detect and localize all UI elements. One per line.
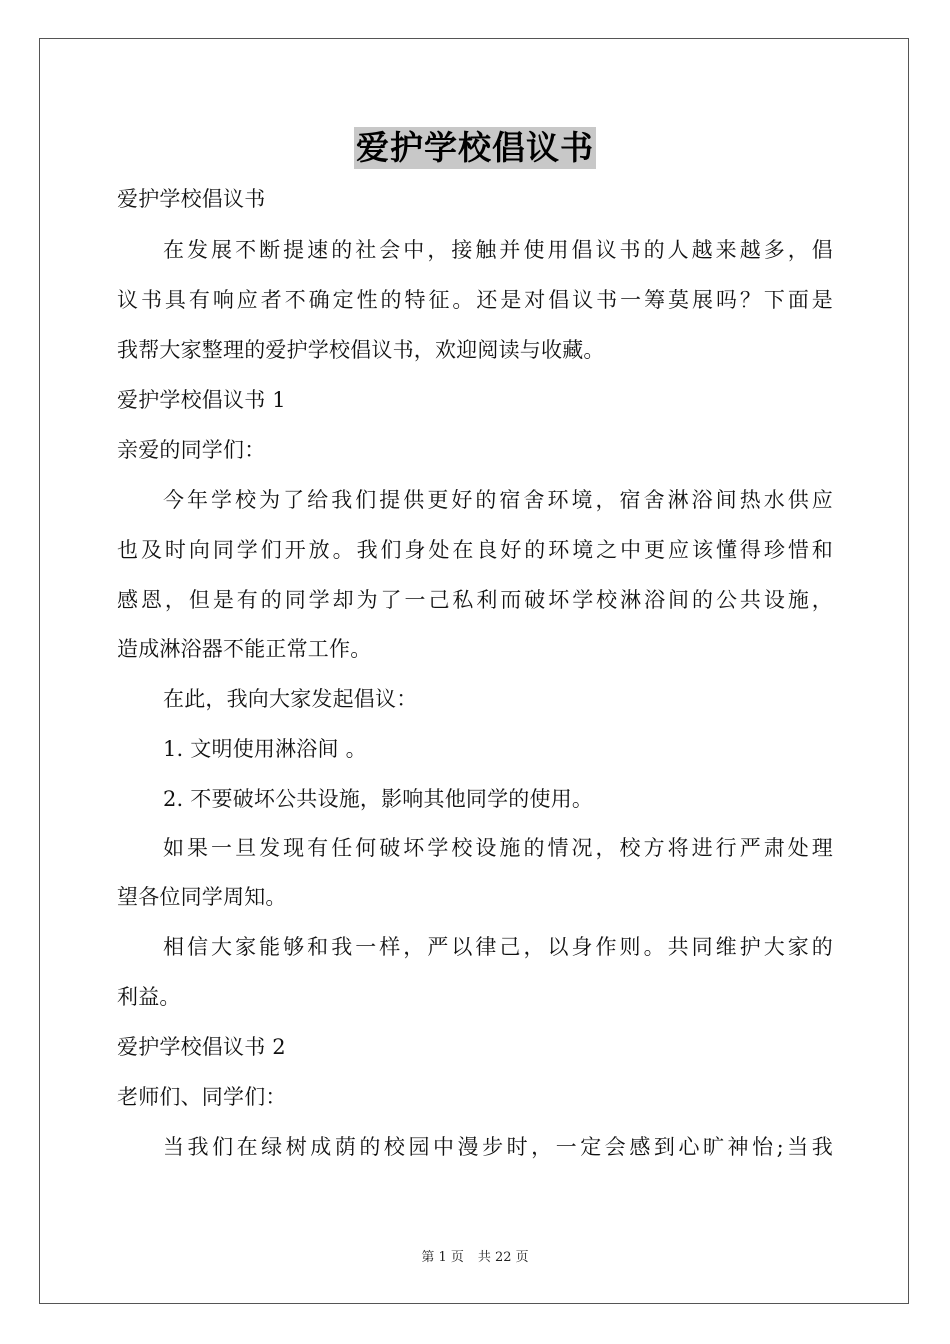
list-item: 1. 文明使用淋浴间 。	[163, 737, 367, 761]
paragraph-line: 当我们在绿树成荫的校园中漫步时，一定会感到心旷神怡;当我	[163, 1135, 833, 1159]
title-container	[0, 127, 950, 169]
document-title: 爱护学校倡议书	[356, 128, 594, 167]
paragraph-line: 今年学校为了给我们提供更好的宿舍环境，宿舍淋浴间热水供应	[163, 488, 833, 512]
list-item: 2. 不要破坏公共设施，影响其他同学的使用。	[163, 787, 594, 811]
page-footer	[0, 1250, 950, 1266]
page-total: 共 22 页	[477, 1250, 529, 1265]
paragraph-line: 议书具有响应者不确定性的特征。还是对倡议书一筹莫展吗？下面是	[117, 288, 833, 312]
salutation: 老师们、同学们：	[117, 1085, 287, 1109]
paragraph-line: 如果一旦发现有任何破坏学校设施的情况，校方将进行严肃处理	[163, 836, 833, 860]
page-number: 第 1 页	[421, 1250, 464, 1265]
salutation: 亲爱的同学们：	[117, 438, 266, 462]
paragraph-line: 望各位同学周知。	[117, 885, 287, 909]
paragraph-line: 在此，我向大家发起倡议：	[163, 687, 418, 711]
paragraph-line: 感恩，但是有的同学却为了一己私利而破坏学校淋浴间的公共设施，	[117, 588, 833, 612]
page-border	[39, 38, 909, 1304]
section-heading-1: 爱护学校倡议书 1	[117, 388, 286, 412]
paragraph-line: 利益。	[117, 985, 181, 1009]
heading-line: 爱护学校倡议书	[117, 187, 266, 211]
paragraph-line: 也及时向同学们开放。我们身处在良好的环境之中更应该懂得珍惜和	[117, 538, 833, 562]
section-heading-2: 爱护学校倡议书 2	[117, 1035, 286, 1059]
paragraph-line: 我帮大家整理的爱护学校倡议书，欢迎阅读与收藏。	[117, 338, 605, 362]
paragraph-line: 造成淋浴器不能正常工作。	[117, 637, 372, 661]
paragraph-line: 相信大家能够和我一样，严以律己，以身作则。共同维护大家的	[163, 935, 833, 959]
paragraph-line: 在发展不断提速的社会中，接触并使用倡议书的人越来越多，倡	[163, 238, 833, 262]
